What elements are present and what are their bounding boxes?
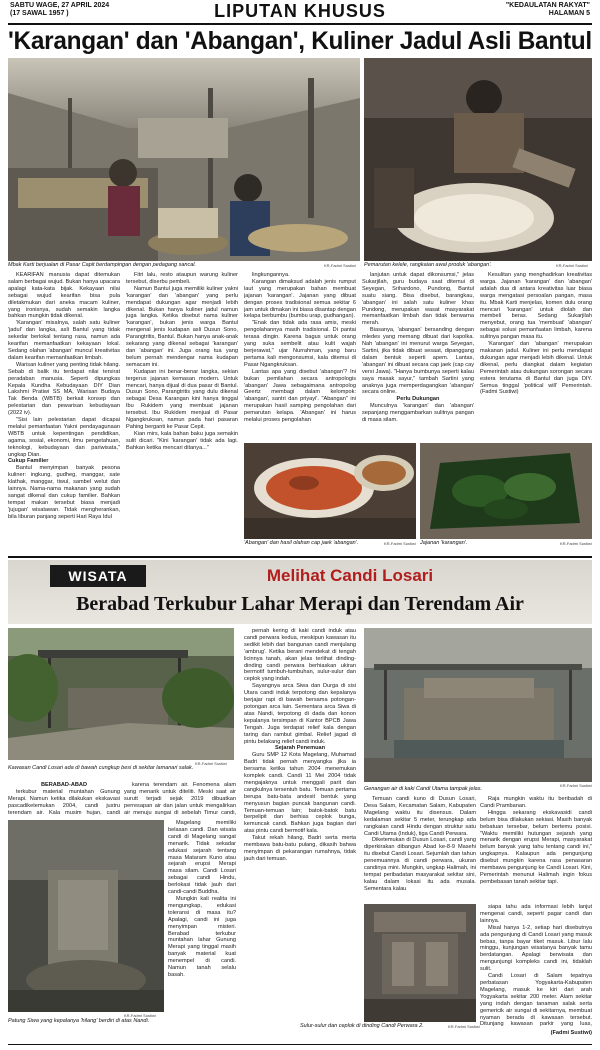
temple-water-caption: Genangan air di kaki Candi Utama tampak jelas. (364, 786, 483, 792)
section-label: WISATA (50, 565, 146, 587)
article1-headline: 'Karangan' dan 'Abangan', Kuliner Jadul Asli Bantul (8, 27, 592, 55)
rubric-title: LIPUTAN KHUSUS (214, 1, 386, 21)
paragraph: "Sisi lain pelestarian dapat dicapai melalui pemanfaatan Yakni pendayagunaan WBTB untuk kepentingan pendidikan, agama, sosial, ekonomi, ilmu pengetahuan, teknologi, kebudayaan dan pariwisata," ungkap Dian. (8, 417, 120, 458)
temple-water-photo (364, 628, 592, 782)
bottom-rule (8, 1044, 592, 1045)
masthead-rule (8, 23, 592, 25)
karangan-photo-credit: KR-Fadmi Sustiwi (560, 541, 592, 546)
lead-in: BERABAD-ABAD (41, 782, 87, 788)
article2-column-6 (480, 796, 592, 902)
paragraph: Sayangnya arca Siwa dan Durga di sisi Utara candi induk terpotong dan kepalanya berjajar rapi di bawah bersama potongan-potongan arca lain. Sementara arca Siwa di atas Nandi, terpotong di dada dan konon kepalanya tersimpan di Kantor BPCB Jawa Tengah. Juga terdapat relief kala dengan taring dan rambut gimbal. Relief jagad di pintu belakang relief candi induk. (244, 683, 356, 745)
paragraph: karena terendam air. Fenomena alam yang menarik untuk diteliti. Meski saat air surutt terjadi sejak 2019 dibuatkan perresapan air dan jalan untuk mengalirkan air menuju sungai di sebelah Timur candi, (124, 782, 236, 816)
article1-column-2 (126, 272, 238, 554)
paragraph: Warisan kuliner yang penting tidak hilang. Sebab di balik itu terdapat nilai tersirat peradaban manusia. Seperti dipungkas Kepala Kundha Kebudayaan DIY Dian Lakshmi Pratiwi SS MA, Warisan Budaya Tak Benda (WBTB) berkait konsep dan pelestarian dan pewarisan kebudayaan (2022 iv). (8, 361, 120, 417)
article1-column-1 (8, 272, 120, 554)
article2-column-1 (8, 782, 120, 816)
paragraph: Kian mirs, kala bahan baku juga semakin sulit dicari. "Kini 'karangan' tidak ada lagi. Bahkan ketika mencari ditanya..." (126, 430, 238, 451)
paragraph: Magelang memiliki belasan candi. Dan wisata candi di Magelang sangat menarik. Tidak sekadar edukasi sejarah tentang masa Mataram Kuno atau sejarah erupsi Merapi masa silam. Candi Losari sebagai candi Hindu, berlokasi tidak jauh dari candi-candi Buddha. (168, 820, 236, 896)
paragraph: Lantas apa yang disebut 'abangan'? Ini bukan pemilahan secara antropologis 'abangan' Jawa sebagaimana antropolog Geertz membagi dalam kelompok: 'abangan', santri dan priyayi'. "Abangan" ini merupakan hasil samping pengolahan dari pemarutan kelapa. 'Abangan' ini harus melalui proses pengolahan (244, 368, 356, 424)
paragraph: Temuan candi kuno di Dusun Losari, Desa Salam, Kecamatan Salam, Kabupaten Magelang waktu itu disensus. Dalam kedalaman sekitar 5 meter, terungkap ada rangkaian candi Hindu dengan struktur satu Candi Utama (Induk), tiga Candi Perwara. (364, 796, 476, 837)
karangan-photo-caption: Jajanan 'karangan'. (420, 540, 468, 546)
paragraph: Karangan dimaksud adalah jenis rumput laut yang merupakan bahan membuat jajanan 'karangan'. Jajanan yang dibuat dengan proses tradisional semua sekitar 6 jam untuk dimakan ini biasa disantap dengan kelapa berbumbu (bumbu urap, gudhangan). (244, 278, 356, 320)
grating-photo-credit: KR-Fadmi Sustiwi (556, 263, 588, 268)
paragraph: pernah kering di kaki candi induk atau candi perwara kedua, meskipun kawasan itu sedikit lebih dari bangunan candi menjulang 'ambrug'. Ketika berani mendekat di tengah licinnya tanah, akan jelas terlihat dinding-dinding candi perwara berhiaskan ukiran bermotif tumbuh-tumbuhan, sulur-sulur dan ceplok yang indah. (244, 628, 356, 683)
market-photo-caption: Mbak Karti berjualan di Pasar Capit berdampingan dengan pedagang sancal. (8, 262, 197, 268)
paragraph: Munculnya 'karangan' dan 'abangan' sepanjang menggambarkan sulitnya pangan di masa silam. (362, 403, 474, 424)
abangan-photo-credit: KR-Fadmi Sustiwi (384, 541, 416, 546)
abangan-photo (244, 443, 416, 539)
page-number: HALAMAN 5 (548, 10, 590, 17)
paper-name: "KEDAULATAN RAKYAT" (505, 2, 590, 9)
paragraph: Biasanya, 'abangan' bersanding dengan mledes yang memang dibuat dari kapolka. Nah 'abangan' ini menurut warga Seyegan, Sartini, jika tidak dibuat sesaat, dipanggang dalam bentuk seperti apem. Lantas, 'abangan' ini dibuat secara cap jaek (cap cay versi Jawa). "Hanya bumbunya seperti kalau saya masak sayur," tambah Sartini yang anaknya juga memperdagangkan 'abangan' secara online. (362, 327, 474, 396)
paragraph: Mungkin kali realita ini mengungkap, edukasi toleransi di masa itu? Apalagi, candi ini juga menyimpan misteri. Berabad terkubur muntahan lahar Gunung Merapi yang tinggal masih banyak material kuat menempel di candi. Namun tanah selalu basah. (168, 895, 236, 978)
siwa-statue-caption: Patung Siwa yang kepalanya 'hilang' berdiri di atas Nandi. (8, 1018, 150, 1024)
article2-column-2 (124, 782, 236, 816)
paragraph: KEARIFAN manusia dapat ditemukan salam berbagai wujud. Bukan hanya upacara apalagi kata-kata bijak. Kekayaan nilai sebagai wujud kearifan bisa pula diletakmukan dari aneka macam kuliner, yang ironisnya, sudah semakin langka bahkan mungkin tidak dikenal. (8, 272, 120, 320)
abangan-photo-caption: 'Abangan' dan hasil olahan cap jaek 'abangan'. (244, 540, 359, 546)
temple-water-credit: KR-Fadmi Sustiwi (560, 783, 592, 788)
subheading: Sejarah Penemuan (274, 745, 326, 752)
market-photo (8, 58, 360, 261)
paragraph: 'Karangan' misalnya, salah satu kuliner 'jadul' dan langka, asli Bantul yang tidak sekedar berlokal tentang rasa, namun ada kearifan memanfaatkan kekayaan lokal. Sedang olahan 'abangan' muncul kreativitas dalam kearifan memanfaatkan limbah. (8, 320, 120, 361)
paragraph: Guru SMP 12 Kota Magelang, Muhamad Badri tidak pernah menyangka jika ia bersama ketika tahun 2004 menemukan komplek candi. Candi 11 Mei 2004 tidak mengajaknya untuk menggali parit dan cangkulnya tersentuh batu. Temuan pertama berupa batu-bata andesit bentuk yang menyusun bagian puncak bangunan candi. Temuan-temuan lain; batok-batok batu berpelipit dan berhias ceplok bunga, kemuncak candi. Bahkan juga bagian dari atas pintu candi bermotif kala. (244, 752, 356, 835)
paragraph: Misal hanya 1-2, setiap hari disebutnya ada pengunjung di Candi Losari yang masuk bebas, tanpa bayar tiket masuk. Libur lalu minggu, kunjungan wisatanya banyak tamu berdatangan. Apalagi berwisata dan mengunjungi kompleks candi ini, tidaklah sulit. (480, 924, 592, 973)
paragraph: lanjutan untuk dapat dikonsumsi," jelas Sukarjilah, guru budaya saat ditemui di Seyegan, Srihardono, Pundong, Bantul suatu siang. Bisa disebut, barangkau, 'abangan' ini salah satu kuliner khas Pundong, merupakan wasat masyarakat memanfaatkan limbah dan tidak berwarna merah. (362, 272, 474, 327)
article2-column-4 (244, 628, 356, 1042)
relief-wall-photo (364, 904, 476, 1022)
paragraph: Fitri lalu, resto ataupun warung kuliner tersebut, diserbu pembeli. (126, 272, 238, 285)
subheading: Perlu Dukungan (396, 396, 440, 403)
article2-headline: Berabad Terkubur Lahar Merapi dan Terendam Air (76, 593, 524, 615)
paragraph: lingkungannya. (252, 272, 290, 278)
date-gregorian: SABTU WAGE, 27 APRIL 2024 (10, 2, 110, 9)
grating-photo-caption: Pemarutan kelele, rangkaian awal produk 'abangan'. (364, 262, 492, 268)
paragraph: Raja mungkin waktu itu beribadah di Candi Prambanan. (480, 796, 592, 809)
candi-cover-credit: KR-Fadmi Sustiwi (195, 761, 227, 766)
article1-column-5 (480, 272, 592, 437)
paragraph: Namun Bantul juga memiliki kuliner yakni 'karangan' dan 'abangan' yang perlu mendapat dukungan agar menjadi lebih dikenal. Bukan hanya kuliner jadul namun juga langka. Ketika disebut nama kuliner 'karangan', bukan jenis warga Bantul mengenal jenis kudapan asli Dusun Sono, Parangtritis, Bantul. Bukan hanya anak-anak sekarang yang dikenal sebagai 'karangan' dan 'abangan' ini. Juga orang tua yang belum pernah mendengar nama kudapan semacam ini. (126, 285, 238, 368)
relief-wall-credit: KR-Fadmi Sustiwi (448, 1024, 480, 1029)
paragraph: Hingga sekarang ekskavasidi candi belum bisa dilakukan sekiasi. Masih banyak bebatuan tersebar, belum bertemu posisi. "Waktu memiliki hutungan sejarah yang menarik dengan erupsi Merapi, masyarakat belum banyak yang tahu tentang candi ini," ungkapnya. Kalaupun ada pengunjung disebut mungkin karena rasa penasaran membawa pengunjung ke Candi Losari. Kini, Pemerintah menunut Halimah ingin fokus pembebasan tanah sekitar tapi. (480, 809, 592, 885)
article2-column-3 (168, 820, 236, 1042)
paragraph: "Enak dan tidak ada rasa amis, meski pengolahannya masih tradisional. Di pantai terasa dingin. Karena bagus untuk orang yang suka sembelit atau kulit wajah berjerawat," ujar Nurrahman, yang baru pertama kali mengonsumsi, kala ditemui di Pasar Ngangkruksan. (244, 320, 356, 368)
market-photo-credit: KR-Fadmi Sustiwi (324, 263, 356, 268)
candi-cover-photo (8, 628, 234, 760)
relief-wall-caption: Sulur-sulur dan ceplok di dinding Candi Perwara 2. (300, 1023, 424, 1029)
paper-info (506, 2, 590, 18)
section-rule (8, 556, 592, 558)
candi-cover-caption: Kawasan Candi Losari ada di bawah cungkup besi di sekitar lamanari salak. (8, 765, 194, 771)
paragraph: siapa tahu ada informasi lebih lanjut mengenai candi, seperti pagar candi dan lainnya. (480, 904, 592, 924)
article1-column-4 (362, 272, 474, 437)
karangan-photo (420, 443, 592, 539)
paragraph: Kudapan ini benar-benar langka, sekian tergerus jajanan kemasan modern. Untuk mencari, hanya dijual di dua pasar di Bantul. Dusun Sono, Parangtritis yang dulu dikenal sebagai Desa Karangan kini hanya tinggal Ibu Rukidem yang membuat jajanan tersebut. Ibu Rukidem menjual di Pasar Ngangkruksan, namun pada hari pasaran Pahing berganti ke Pasar Cepit. (126, 368, 238, 430)
article2-byline: (Fadmi Sustiwi) (550, 1030, 592, 1036)
subheading: Cukup Familier (8, 458, 49, 465)
paragraph: Takut rekah hilang, Badri serta merta membawa batu-batu pulang, dikasih bahwa menyimpan di pekarangan rumahnya, tidak jauh dari temuan. (244, 835, 356, 862)
paragraph: Diketemukan di Dusun Losari, candi yang diperkirakan dibangun Abad ke-8-9 Masehi itu disebut Candi Losari. Sejumlah dan tahun penemuannya di candi perwara, ukuran candinya mini. Mungkin, ungkap Halimah, ini tempat peribadatan masyarakat sekitar sini, kalau dalam lokasi itu ada musala. Sementara kalau (364, 837, 476, 892)
article2-kicker: Melihat Candi Losari (266, 566, 434, 585)
paragraph: 'Karangan' dan 'abangan' merupakan makanan jadul. Kuliner ini perlu mendapat dukungan agar menjadi lebih dikenal. Untuk dikenal, perlu diangkat dalam kegiatan Pemerintah atau dukungan sorongan secara estera terutama di Bantul dan juga DIY. Semua tinggal 'political will' Pemerintah. (Fadmi Sustiwi) (480, 341, 592, 396)
siwa-statue-photo (8, 820, 164, 1012)
grating-photo (364, 58, 592, 261)
paragraph: Candi Losari di Salam tepatnya perbatasan Yogyakarta-Kabupaten Magelang, masuk ke kiri dari arah Yogyakarta sekitar 200 meter. Alam sekitar yang indah dengan tanaman salak serta gemericik air sungai di sekitarnya, membuat nyaman berada di kawasan tersebut. Ditunjang kawasan parkir yang luas, (480, 973, 592, 1028)
article2-column-7 (480, 904, 592, 1028)
paragraph: terkubur material muntahan Gunung Merapi. Namun ketika dilakukan ekskavasi pascadiketemukan 2004, candi justru terendam air. Kala musim hujan, candi (8, 788, 120, 816)
article1-column-3 (244, 272, 356, 437)
paragraph: Kesulitan yang menghadirkan kreativitas warga. Jajanan 'karangan' dan 'abangan' adalah dua di antara kreativitas luar biasa warga mengatasi persoalan pangan, masa itu. Mbak Karti menjelas, komen dulu orang mencari 'karangan' untuk diolah dan membeli beras. Sedang Sukarjilah menyebut, orang tua 'membuat' 'abangan' sebagai solusi pemanfaatan limbah, karena sulitnya pangan masa itu. (480, 272, 592, 341)
paragraph: Bantul menyimpan banyak pesona kuliner: ingkung, gudheg, manggar, sate klathak, manggar, tiwul, sambel welut dan lainnya. Nama-nama makanan yang sudah sangat dikenal dan cukup familier. Bahkan tempat makan tersebut biasa menjadi 'jujugan' wisatawan. Tidak mengherankan, bila liburan panjang seperti Hari Raya Idul (8, 465, 120, 520)
date-javanese: (17 SAWAL 1957 ) (10, 10, 69, 17)
siwa-statue-credit: KR-Fadmi Sustiwi (124, 1013, 156, 1018)
article2-column-5 (364, 796, 476, 902)
